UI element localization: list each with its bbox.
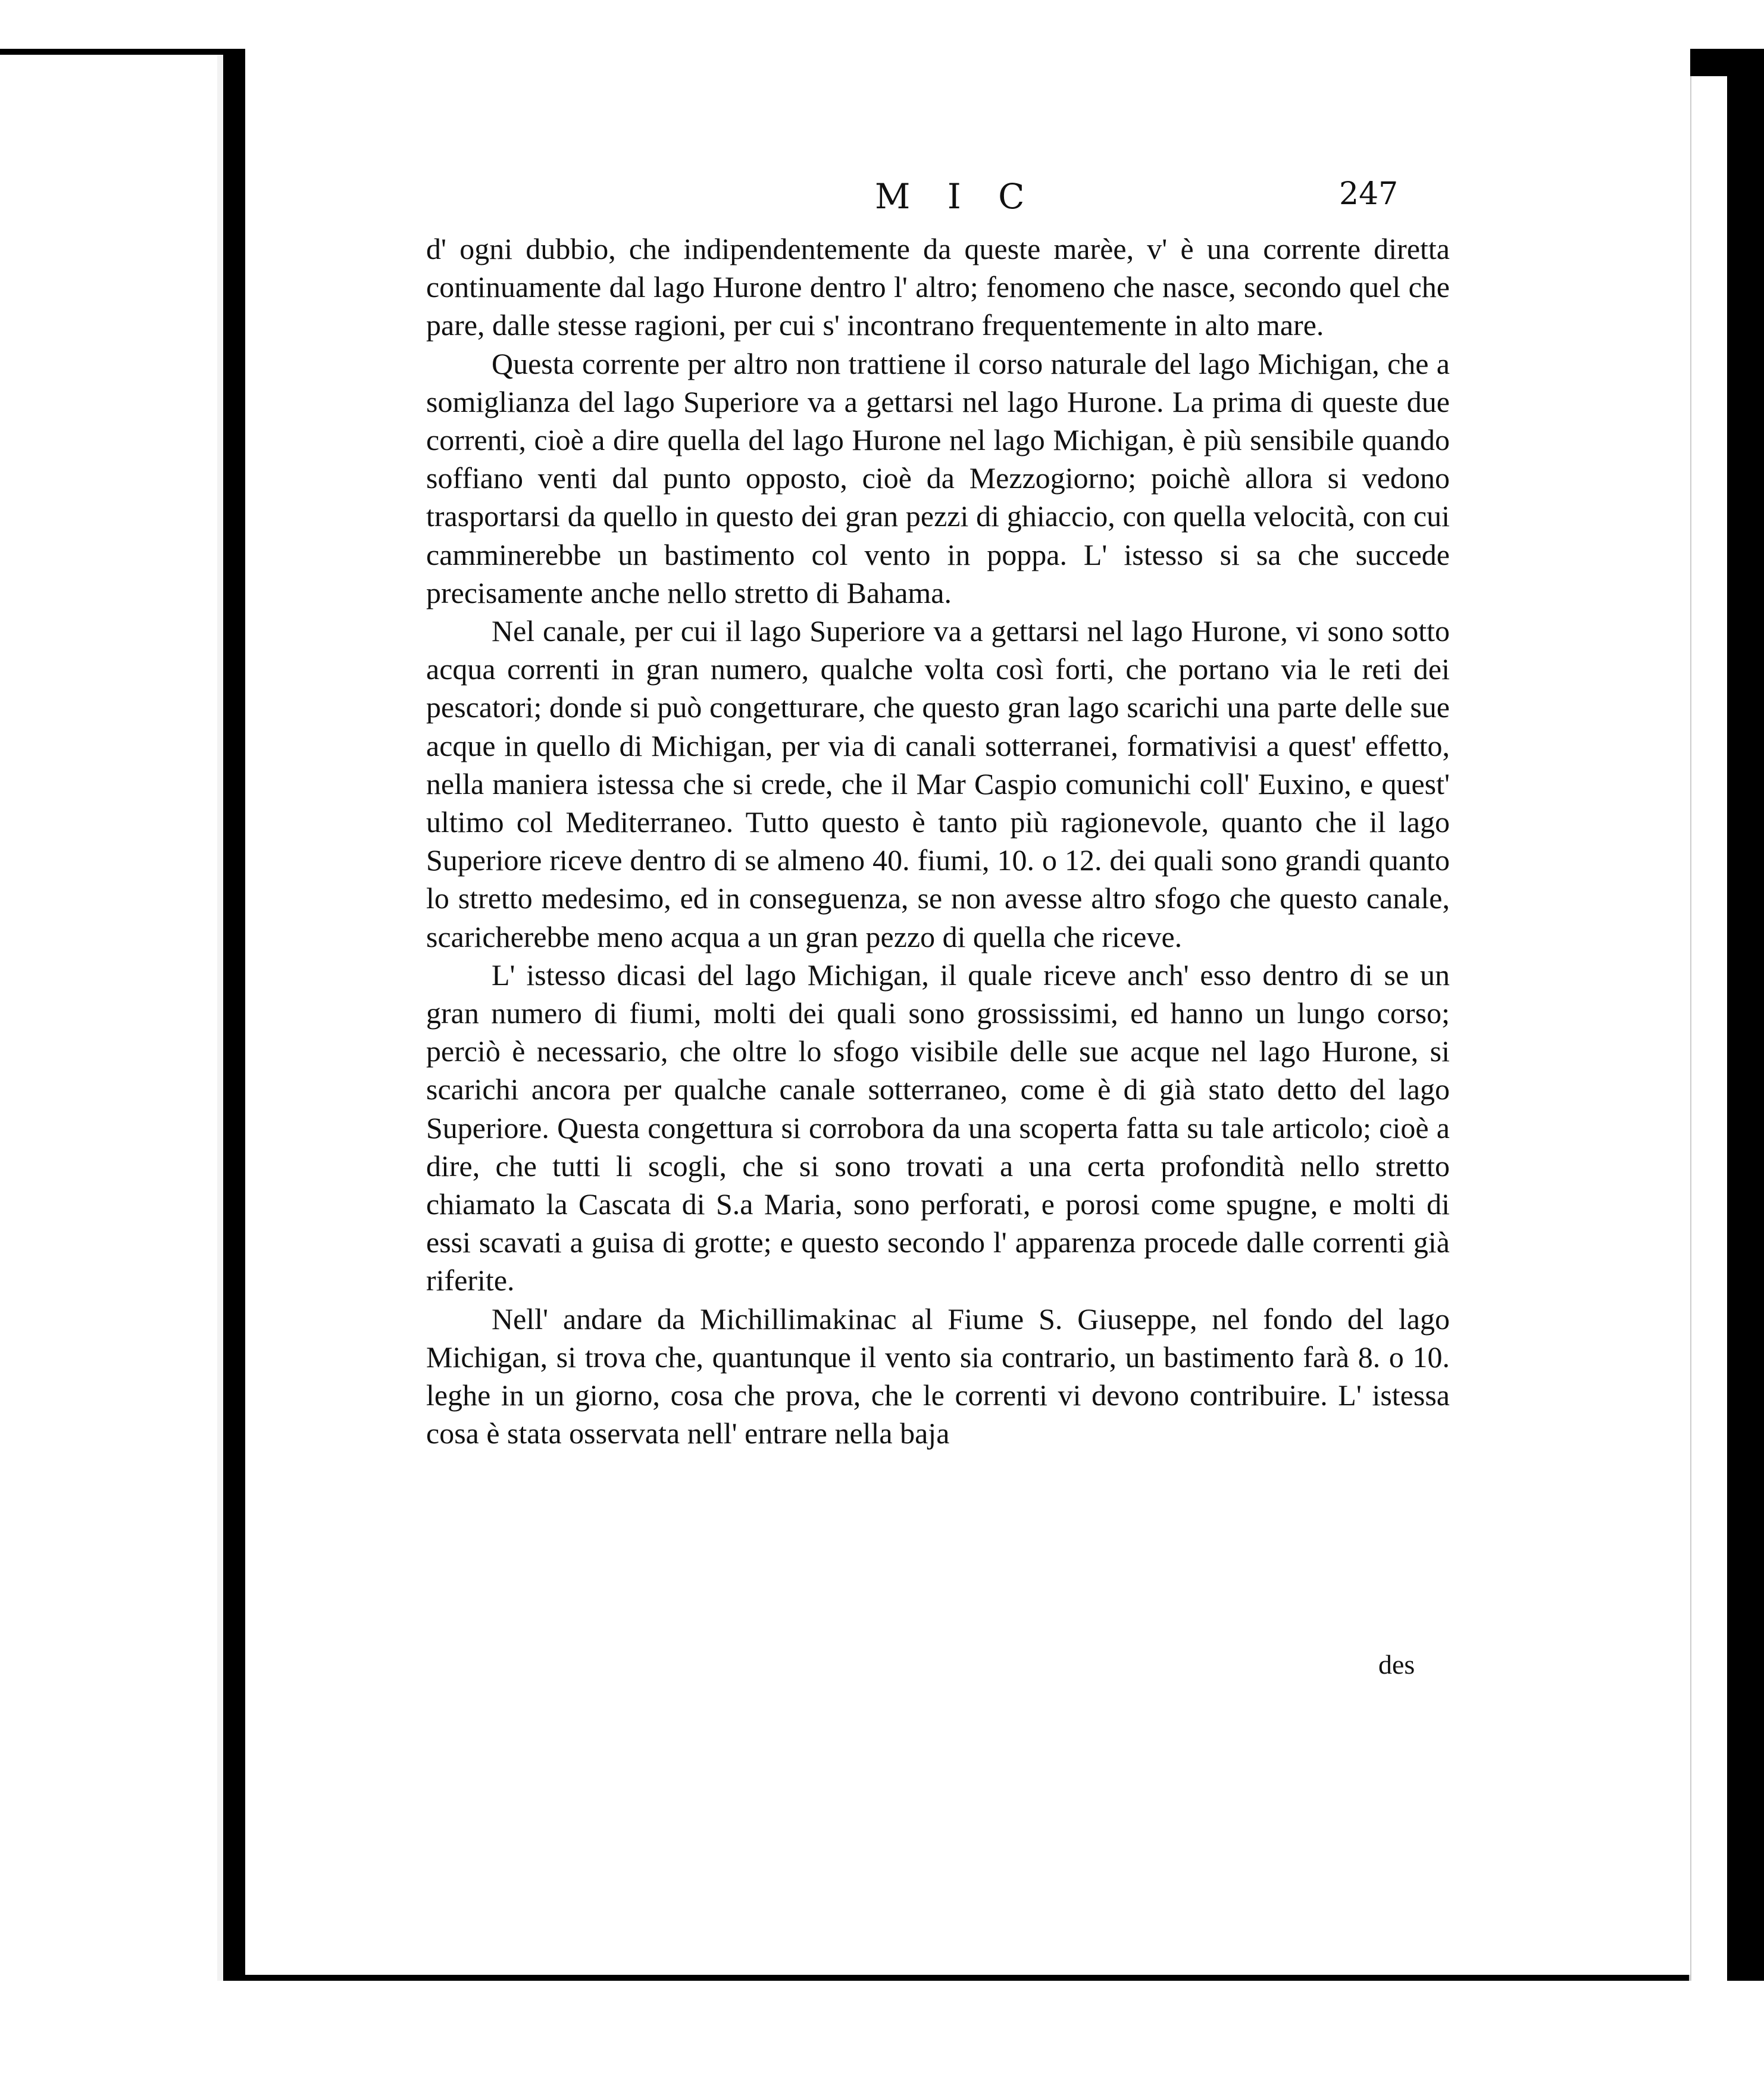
paragraph-5: Nell' andare da Michillimakinac al Fiume S. Giuseppe, nel fondo del lago Michigan, si trova che, quantunque il vento sia contrario, un bastimento farà 8. o 10. leghe in un giorno, cosa che prova, che le correnti vi devono contribuire. L' istessa cosa è stata osservata nell' entrare nella baja xyxy=(426,1302,1450,1450)
page-number: 247 xyxy=(1339,176,1399,212)
facing-page-edge xyxy=(0,55,220,1981)
scan-top-margin xyxy=(0,0,1764,49)
binding-edge xyxy=(217,55,223,1981)
paragraph-4: L' istesso dicasi del lago Michigan, il quale riceve anch' esso dentro di se un gran numero di fiumi, molti dei quali sono grossissimi, ed hanno un lungo corso; perciò è necessario, che oltre lo sfogo visibile delle sue acque nel lago Hurone, si scarichi ancora per qualche canale sotterraneo, come è di già stato detto del lago Superiore. Questa congettura si corrobora da una scoperta fatta su tale articolo; cioè a dire, che tutti li scogli, che si sono trovati a una certa profondità nello stretto chiamato la Cascata di S.a Maria, sono perforati, e porosi come spugne, e molti di essi scavati a guisa di grotte; e questo secondo l' apparenza procede dalle correnti già riferite. xyxy=(426,958,1450,1298)
running-head: M I C xyxy=(875,176,1038,217)
paragraph-2: Questa corrente per altro non trattiene il corso naturale del lago Michigan, che a somiglianza del lago Superiore va a gettarsi nel lago Hurone. La prima di queste due correnti, cioè a dire quella del lago Hurone nel lago Michigan, è più sensibile quando soffiano venti dal punto opposto, cioè da Mezzogiorno; poichè allora si vedono trasportarsi da quello in questo dei gran pezzi di ghiaccio, con quella velocità, con cui camminerebbe un bastimento col vento in poppa. L' istesso si sa che succede precisamente anche nello stretto di Bahama. xyxy=(426,346,1450,609)
catchword: des xyxy=(1378,1649,1415,1680)
page-stack-edge xyxy=(1689,76,1727,1993)
book-gutter xyxy=(229,65,245,1988)
paragraph-1: d' ogni dubbio, che indipendentemente da queste marèe, v' è una corrente diretta continuamente dal lago Hurone dentro l' altro; fenomeno che nasce, secondo quel che pare, dalle stesse ragioni, per cui s' incontrano frequentemente in alto mare. xyxy=(426,232,1450,342)
body-text xyxy=(426,230,1450,1453)
scan-bottom-margin xyxy=(0,1981,1764,2076)
paragraph-3: Nel canale, per cui il lago Superiore va a gettarsi nel lago Hurone, vi sono sotto acqua correnti in gran numero, qualche volta così forti, che portano via le reti dei pescatori; donde si può congetturare, che questo gran lago scarichi una parte delle sue acque in quello di Michigan, per via di canali sotterranei, formativisi a quest' effetto, nella maniera istessa che si crede, che il Mar Caspio comunichi coll' Euxino, e quest' ultimo col Mediterraneo. Tutto questo è tanto più ragionevole, quanto che il lago Superiore riceve dentro di se almeno 40. fiumi, 10. o 12. dei quali sono grandi quanto lo stretto medesimo, ed in conseguenza, se non avesse altro sfogo che questo canale, scaricherebbe meno acqua a un gran pezzo di quella che riceve. xyxy=(426,614,1450,953)
